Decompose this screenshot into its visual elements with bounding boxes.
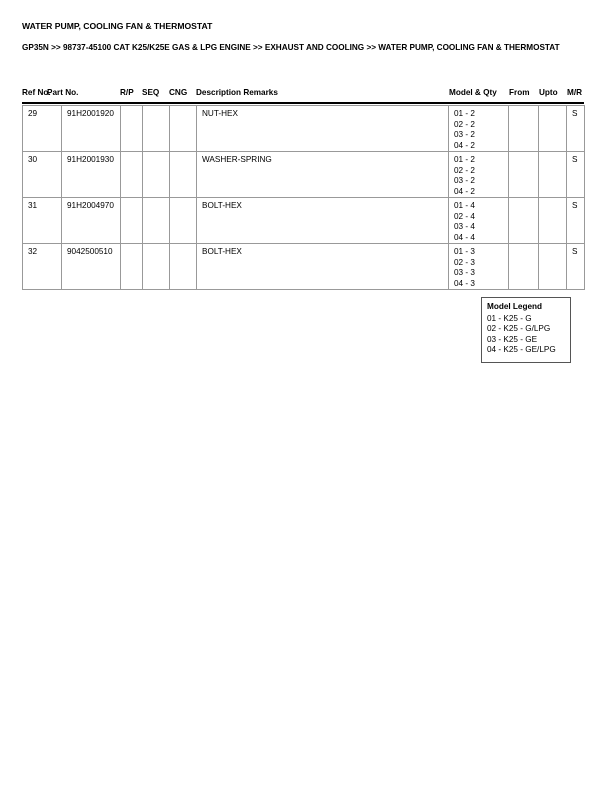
rp-cell bbox=[121, 198, 143, 244]
model-qty-entry: 04 - 4 bbox=[454, 232, 475, 242]
header-seq: SEQ bbox=[142, 88, 160, 97]
model-qty-entry: 03 - 2 bbox=[454, 176, 475, 185]
mr-cell: S bbox=[567, 106, 585, 152]
model-qty-entry: 04 - 3 bbox=[454, 278, 475, 288]
header-rp: R/P bbox=[120, 88, 134, 97]
model-qty-entry: 04 - 2 bbox=[454, 140, 475, 150]
header-from: From bbox=[509, 88, 530, 97]
upto-cell bbox=[539, 244, 567, 290]
header-cng: CNG bbox=[169, 88, 188, 97]
legend-item: 04 - K25 - GE/LPG bbox=[487, 344, 556, 354]
model-qty-entry: 01 - 2 bbox=[454, 109, 475, 118]
model-qty-entry: 01 - 2 bbox=[454, 155, 475, 164]
header-ref-no: Ref No. bbox=[22, 88, 51, 97]
model-qty-entry: 02 - 2 bbox=[454, 165, 475, 175]
upto-cell bbox=[539, 198, 567, 244]
cng-cell bbox=[170, 244, 197, 290]
model-qty-cell bbox=[449, 106, 509, 152]
header-description: Description Remarks bbox=[196, 88, 278, 97]
legend-item: 01 - K25 - G bbox=[487, 314, 532, 324]
from-cell bbox=[509, 198, 539, 244]
part-no-cell: 91H2001930 bbox=[62, 152, 121, 198]
model-qty-entry: 02 - 4 bbox=[454, 211, 475, 221]
model-qty-entry: 01 - 3 bbox=[454, 247, 475, 256]
model-qty-entry: 02 - 2 bbox=[454, 119, 475, 129]
model-qty-entry: 02 - 3 bbox=[454, 257, 475, 267]
mr-cell: S bbox=[567, 152, 585, 198]
header-divider bbox=[22, 102, 584, 104]
description-cell: NUT-HEX bbox=[197, 106, 449, 152]
model-qty-entry: 03 - 4 bbox=[454, 222, 475, 231]
seq-cell bbox=[143, 106, 170, 152]
header-upto: Upto bbox=[539, 88, 558, 97]
mr-cell: S bbox=[567, 244, 585, 290]
table-row bbox=[23, 244, 585, 290]
model-qty-entry: 03 - 3 bbox=[454, 268, 475, 277]
upto-cell bbox=[539, 152, 567, 198]
breadcrumb: GP35N >> 98737-45100 CAT K25/K25E GAS & LPG ENGINE >> EXHAUST AND COOLING >> WATER PUMP, COOLING FAN & THERMOSTAT bbox=[22, 43, 560, 52]
parts-table bbox=[22, 105, 585, 290]
model-qty-entry: 01 - 4 bbox=[454, 201, 475, 210]
mr-cell: S bbox=[567, 198, 585, 244]
description-cell: BOLT-HEX bbox=[197, 198, 449, 244]
ref-no-cell: 29 bbox=[23, 106, 62, 152]
ref-no-cell: 30 bbox=[23, 152, 62, 198]
table-row bbox=[23, 152, 585, 198]
from-cell bbox=[509, 152, 539, 198]
cng-cell bbox=[170, 106, 197, 152]
seq-cell bbox=[143, 152, 170, 198]
model-legend bbox=[481, 297, 571, 363]
legend-title: Model Legend bbox=[487, 302, 543, 311]
part-no-cell: 91H2001920 bbox=[62, 106, 121, 152]
description-cell: BOLT-HEX bbox=[197, 244, 449, 290]
header-part-no: Part No. bbox=[47, 88, 79, 97]
model-qty-entry: 03 - 2 bbox=[454, 130, 475, 139]
table-row bbox=[23, 198, 585, 244]
header-mr: M/R bbox=[567, 88, 583, 97]
seq-cell bbox=[143, 244, 170, 290]
cng-cell bbox=[170, 152, 197, 198]
from-cell bbox=[509, 244, 539, 290]
legend-item: 03 - K25 - GE bbox=[487, 334, 538, 344]
table-row bbox=[23, 106, 585, 152]
model-qty-cell bbox=[449, 198, 509, 244]
description-cell: WASHER-SPRING bbox=[197, 152, 449, 198]
model-qty-entry: 04 - 2 bbox=[454, 186, 475, 196]
model-qty-cell bbox=[449, 244, 509, 290]
rp-cell bbox=[121, 106, 143, 152]
part-no-cell: 91H2004970 bbox=[62, 198, 121, 244]
rp-cell bbox=[121, 152, 143, 198]
page-title: WATER PUMP, COOLING FAN & THERMOSTAT bbox=[22, 21, 213, 31]
cng-cell bbox=[170, 198, 197, 244]
from-cell bbox=[509, 106, 539, 152]
ref-no-cell: 31 bbox=[23, 198, 62, 244]
ref-no-cell: 32 bbox=[23, 244, 62, 290]
table-header bbox=[22, 88, 584, 100]
header-model-qty: Model & Qty bbox=[449, 88, 497, 97]
seq-cell bbox=[143, 198, 170, 244]
legend-item: 02 - K25 - G/LPG bbox=[487, 324, 551, 334]
upto-cell bbox=[539, 106, 567, 152]
part-no-cell: 9042500510 bbox=[62, 244, 121, 290]
rp-cell bbox=[121, 244, 143, 290]
model-qty-cell bbox=[449, 152, 509, 198]
